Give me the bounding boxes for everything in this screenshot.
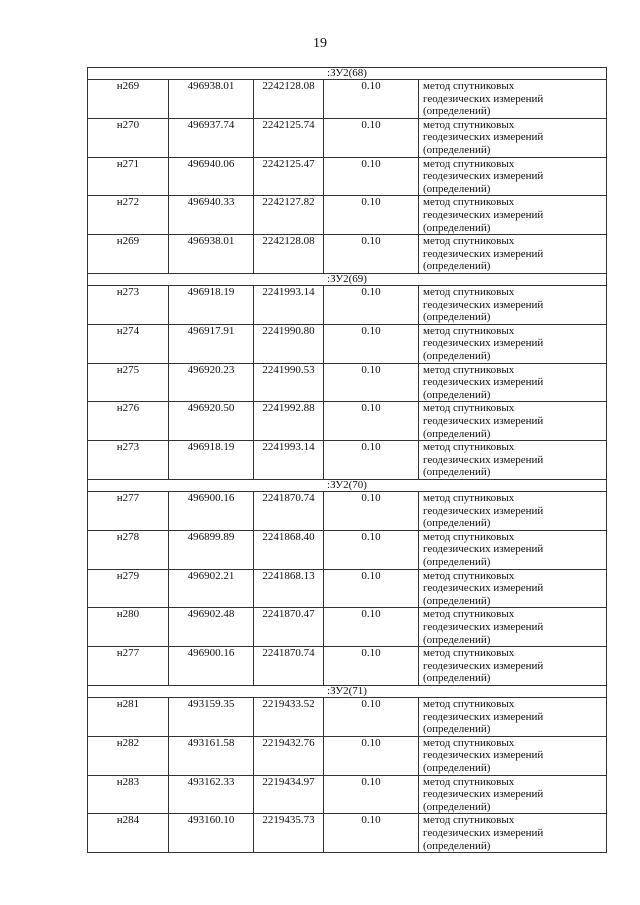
method-cell [419, 736, 607, 775]
method-cell [419, 118, 607, 157]
x-coordinate-cell: 493162.33 [169, 775, 254, 814]
point-cell: н278 [88, 530, 169, 569]
method-line: геодезических измерений [423, 208, 544, 221]
table-row [88, 80, 607, 119]
y-coordinate-cell: 2219434.97 [254, 775, 324, 814]
method-line: геодезических измерений [423, 92, 544, 105]
point-cell: н270 [88, 118, 169, 157]
table-row [88, 441, 607, 480]
accuracy-cell: 0.10 [324, 775, 419, 814]
table-row [88, 196, 607, 235]
method-line: геодезических измерений [423, 453, 544, 466]
method-cell [419, 196, 607, 235]
x-coordinate-cell: 496937.74 [169, 118, 254, 157]
method-cell [419, 530, 607, 569]
method-line: метод спутниковых [423, 80, 515, 92]
x-coordinate-cell: 493160.10 [169, 814, 254, 853]
section-title: :ЗУ2(69) [88, 273, 607, 285]
table-row [88, 736, 607, 775]
accuracy-cell: 0.10 [324, 157, 419, 196]
method-line: (определений) [423, 517, 491, 530]
section-header-row [88, 685, 607, 697]
method-line: метод спутниковых [423, 491, 515, 504]
y-coordinate-cell: 2219432.76 [254, 736, 324, 775]
method-line: (определений) [423, 105, 491, 118]
method-line: (определений) [423, 311, 491, 324]
table-row [88, 775, 607, 814]
x-coordinate-cell: 496920.50 [169, 402, 254, 441]
point-cell: н279 [88, 569, 169, 608]
y-coordinate-cell: 2241993.14 [254, 441, 324, 480]
method-line: геодезических измерений [423, 710, 544, 723]
table-row [88, 118, 607, 157]
method-line: (определений) [423, 349, 491, 362]
method-line: (определений) [423, 839, 491, 852]
x-coordinate-cell: 496899.89 [169, 530, 254, 569]
method-line: метод спутниковых [423, 363, 515, 376]
table-row [88, 324, 607, 363]
y-coordinate-cell: 2241990.53 [254, 363, 324, 402]
section-title: :ЗУ2(70) [88, 479, 607, 491]
method-line: геодезических измерений [423, 131, 544, 144]
point-cell: н273 [88, 285, 169, 324]
x-coordinate-cell: 496938.01 [169, 80, 254, 119]
method-line: геодезических измерений [423, 659, 544, 672]
method-line: геодезических измерений [423, 504, 544, 517]
x-coordinate-cell: 493161.58 [169, 736, 254, 775]
accuracy-cell: 0.10 [324, 196, 419, 235]
page-number: 19 [313, 36, 327, 51]
point-cell: н275 [88, 363, 169, 402]
point-cell: н284 [88, 814, 169, 853]
y-coordinate-cell: 2241993.14 [254, 285, 324, 324]
x-coordinate-cell: 496918.19 [169, 285, 254, 324]
y-coordinate-cell: 2241992.88 [254, 402, 324, 441]
method-line: метод спутниковых [423, 402, 515, 415]
y-coordinate-cell: 2242125.47 [254, 157, 324, 196]
y-coordinate-cell: 2242127.82 [254, 196, 324, 235]
point-cell: н280 [88, 608, 169, 647]
table-row [88, 402, 607, 441]
method-line: геодезических измерений [423, 376, 544, 389]
point-cell: н283 [88, 775, 169, 814]
section-title: :ЗУ2(71) [88, 685, 607, 697]
method-line: геодезических измерений [423, 582, 544, 595]
method-line: геодезических измерений [423, 414, 544, 427]
method-line: метод спутниковых [423, 235, 515, 248]
x-coordinate-cell: 496940.06 [169, 157, 254, 196]
method-cell [419, 608, 607, 647]
table-row [88, 647, 607, 686]
method-cell [419, 647, 607, 686]
method-line: (определений) [423, 466, 491, 479]
point-cell: н276 [88, 402, 169, 441]
method-line: (определений) [423, 427, 491, 440]
accuracy-cell: 0.10 [324, 80, 419, 119]
method-line: (определений) [423, 761, 491, 774]
method-cell [419, 441, 607, 480]
method-line: метод спутниковых [423, 157, 515, 170]
accuracy-cell: 0.10 [324, 441, 419, 480]
point-cell: н274 [88, 324, 169, 363]
y-coordinate-cell: 2219435.73 [254, 814, 324, 853]
accuracy-cell: 0.10 [324, 647, 419, 686]
table-row [88, 285, 607, 324]
table-row [88, 157, 607, 196]
table-row [88, 491, 607, 530]
x-coordinate-cell: 496938.01 [169, 235, 254, 274]
table-row [88, 569, 607, 608]
coordinates-table-body [88, 68, 607, 853]
method-line: метод спутниковых [423, 441, 515, 454]
method-line: метод спутниковых [423, 775, 515, 788]
section-header-row [88, 479, 607, 491]
method-cell [419, 285, 607, 324]
method-cell [419, 569, 607, 608]
method-line: метод спутниковых [423, 608, 515, 621]
accuracy-cell: 0.10 [324, 569, 419, 608]
point-cell: н269 [88, 80, 169, 119]
y-coordinate-cell: 2241990.80 [254, 324, 324, 363]
method-cell [419, 235, 607, 274]
method-cell [419, 157, 607, 196]
accuracy-cell: 0.10 [324, 530, 419, 569]
method-cell [419, 324, 607, 363]
method-line: метод спутниковых [423, 647, 515, 660]
y-coordinate-cell: 2219433.52 [254, 697, 324, 736]
point-cell: н271 [88, 157, 169, 196]
method-line: (определений) [423, 672, 491, 685]
method-line: (определений) [423, 800, 491, 813]
accuracy-cell: 0.10 [324, 491, 419, 530]
accuracy-cell: 0.10 [324, 324, 419, 363]
x-coordinate-cell: 496917.91 [169, 324, 254, 363]
table-row [88, 608, 607, 647]
method-cell [419, 402, 607, 441]
point-cell: н272 [88, 196, 169, 235]
method-line: метод спутниковых [423, 697, 515, 710]
accuracy-cell: 0.10 [324, 363, 419, 402]
x-coordinate-cell: 496902.48 [169, 608, 254, 647]
method-line: геодезических измерений [423, 826, 544, 839]
method-cell [419, 775, 607, 814]
x-coordinate-cell: 496940.33 [169, 196, 254, 235]
x-coordinate-cell: 496900.16 [169, 647, 254, 686]
method-line: (определений) [423, 723, 491, 736]
method-line: геодезических измерений [423, 788, 544, 801]
method-line: геодезических измерений [423, 247, 544, 260]
table-row [88, 235, 607, 274]
y-coordinate-cell: 2242128.08 [254, 235, 324, 274]
method-line: метод спутниковых [423, 118, 515, 131]
method-line: (определений) [423, 143, 491, 156]
method-line: геодезических измерений [423, 298, 544, 311]
y-coordinate-cell: 2241870.74 [254, 491, 324, 530]
method-line: метод спутниковых [423, 569, 515, 582]
y-coordinate-cell: 2241868.40 [254, 530, 324, 569]
method-cell [419, 363, 607, 402]
method-line: метод спутниковых [423, 196, 515, 209]
method-line: геодезических измерений [423, 543, 544, 556]
accuracy-cell: 0.10 [324, 285, 419, 324]
x-coordinate-cell: 496902.21 [169, 569, 254, 608]
accuracy-cell: 0.10 [324, 736, 419, 775]
accuracy-cell: 0.10 [324, 402, 419, 441]
x-coordinate-cell: 496918.19 [169, 441, 254, 480]
accuracy-cell: 0.10 [324, 235, 419, 274]
point-cell: н269 [88, 235, 169, 274]
point-cell: н277 [88, 491, 169, 530]
method-cell [419, 491, 607, 530]
method-line: (определений) [423, 388, 491, 401]
method-cell [419, 814, 607, 853]
accuracy-cell: 0.10 [324, 118, 419, 157]
section-title: :ЗУ2(68) [88, 68, 607, 80]
method-line: (определений) [423, 633, 491, 646]
y-coordinate-cell: 2241870.47 [254, 608, 324, 647]
method-line: метод спутниковых [423, 736, 515, 749]
accuracy-cell: 0.10 [324, 697, 419, 736]
x-coordinate-cell: 493159.35 [169, 697, 254, 736]
method-line: метод спутниковых [423, 324, 515, 337]
x-coordinate-cell: 496920.23 [169, 363, 254, 402]
method-line: (определений) [423, 594, 491, 607]
method-cell [419, 697, 607, 736]
x-coordinate-cell: 496900.16 [169, 491, 254, 530]
table-row [88, 530, 607, 569]
method-line: (определений) [423, 182, 491, 195]
section-header-row [88, 273, 607, 285]
table-row [88, 814, 607, 853]
table-row [88, 363, 607, 402]
y-coordinate-cell: 2242128.08 [254, 80, 324, 119]
method-line: геодезических измерений [423, 620, 544, 633]
method-line: геодезических измерений [423, 749, 544, 762]
method-cell [419, 80, 607, 119]
y-coordinate-cell: 2241868.13 [254, 569, 324, 608]
table-row [88, 697, 607, 736]
y-coordinate-cell: 2242125.74 [254, 118, 324, 157]
section-header-row [88, 68, 607, 80]
y-coordinate-cell: 2241870.74 [254, 647, 324, 686]
method-line: геодезических измерений [423, 170, 544, 183]
method-line: метод спутниковых [423, 814, 515, 827]
method-line: метод спутниковых [423, 530, 515, 543]
method-line: геодезических измерений [423, 337, 544, 350]
coordinates-table [87, 67, 607, 853]
accuracy-cell: 0.10 [324, 608, 419, 647]
method-line: (определений) [423, 221, 491, 234]
method-line: (определений) [423, 555, 491, 568]
point-cell: н273 [88, 441, 169, 480]
point-cell: н282 [88, 736, 169, 775]
point-cell: н281 [88, 697, 169, 736]
accuracy-cell: 0.10 [324, 814, 419, 853]
method-line: метод спутниковых [423, 285, 515, 298]
method-line: (определений) [423, 260, 491, 273]
point-cell: н277 [88, 647, 169, 686]
